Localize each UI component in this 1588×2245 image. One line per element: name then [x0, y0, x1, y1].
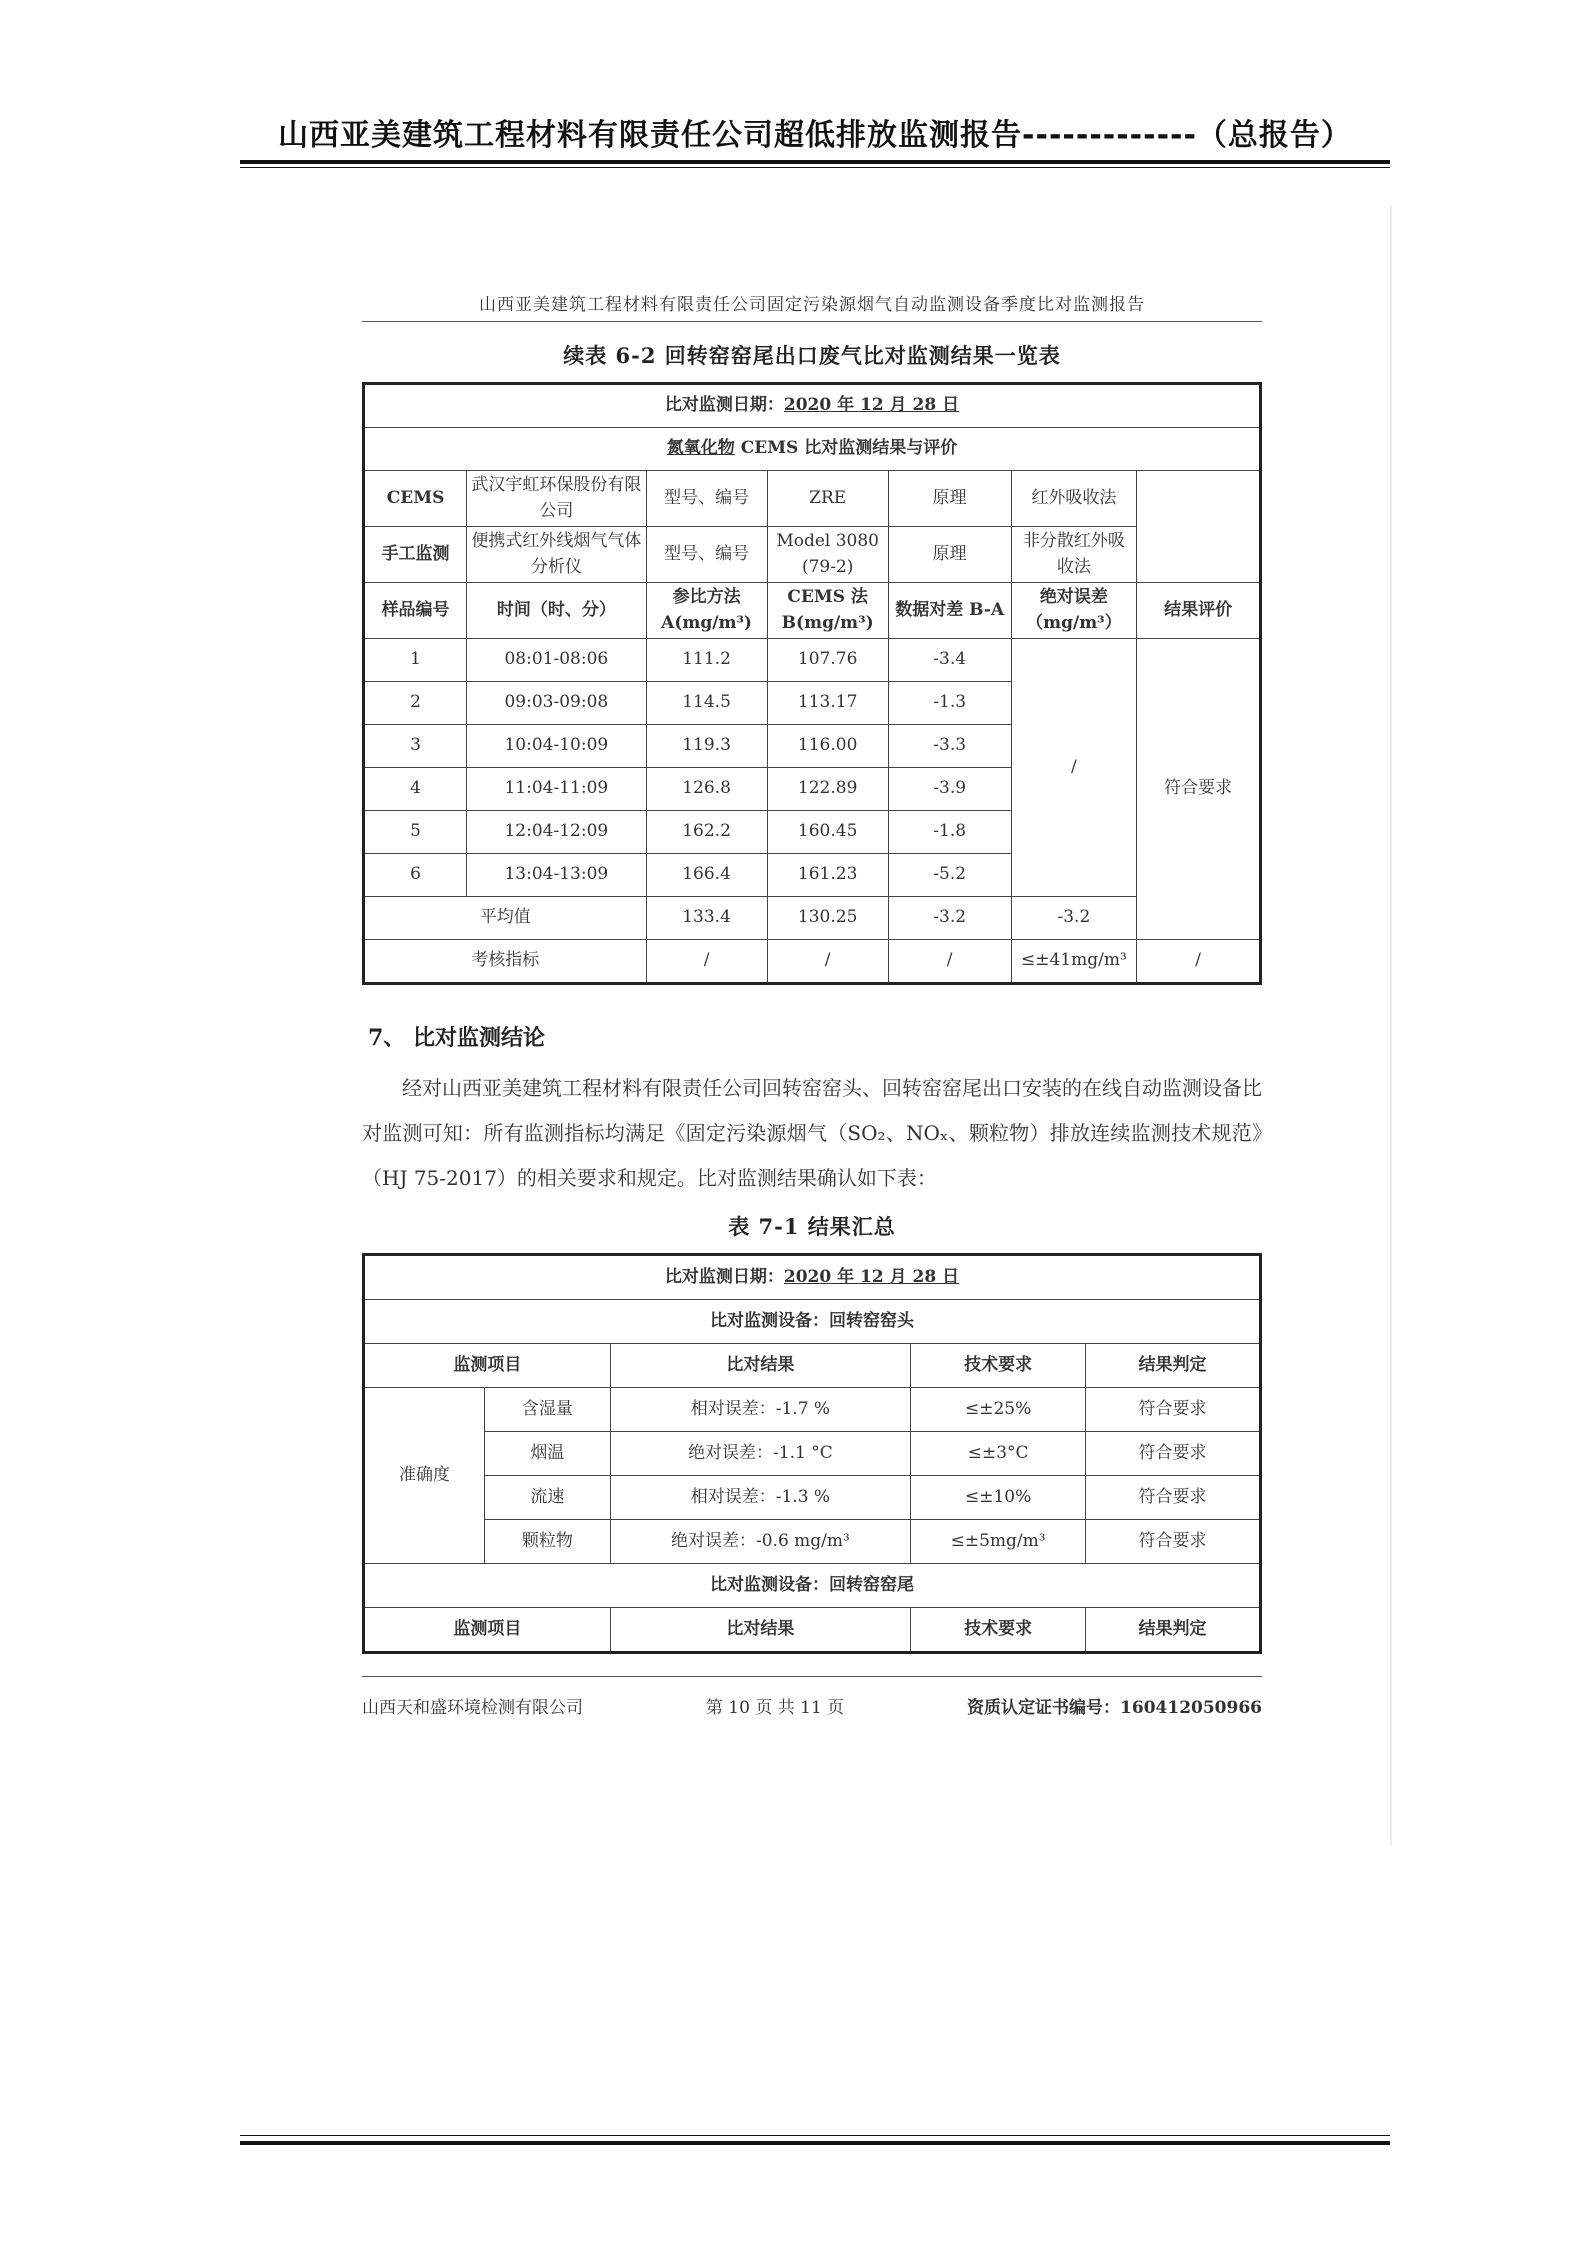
cems-info-row: CEMS 武汉宇虹环保股份有限公司 型号、编号 ZRE 原理 红外吸收法	[364, 471, 1261, 527]
col-time: 时间（时、分）	[467, 583, 646, 639]
scan-edge-line	[1390, 205, 1392, 1845]
table-row: 1 08:01-08:06 111.2 107.76 -3.4 / 符合要求	[364, 639, 1261, 682]
nox-comparison-table	[362, 382, 1262, 985]
col-diff: 数据对差 B-A	[888, 583, 1011, 639]
footer-company: 山西天和盛环境检测有限公司	[362, 1698, 583, 1718]
table-row: 流速 相对误差：-1.3 % ≤±10% 符合要求	[364, 1476, 1261, 1520]
col-cems: CEMS 法 B(mg/m³)	[767, 583, 888, 639]
title-rule-thin	[240, 167, 1390, 168]
table-row: 6 13:04-13:09 166.4 161.23 -5.2	[364, 854, 1261, 897]
inner-page-header: 山西亚美建筑工程材料有限责任公司固定污染源烟气自动监测设备季度比对监测报告	[362, 290, 1262, 322]
scanned-page	[362, 290, 1262, 1718]
table-row: 5 12:04-12:09 162.2 160.45 -1.8	[364, 811, 1261, 854]
table-row: 颗粒物 绝对误差：-0.6 mg/m³ ≤±5mg/m³ 符合要求	[364, 1520, 1261, 1564]
table2-caption: 表 7-1 结果汇总	[728, 1214, 896, 1239]
device-kiln-tail: 比对监测设备：回转窑窑尾	[364, 1564, 1261, 1608]
table1-header-row	[364, 583, 1261, 639]
footer-certificate: 资质认定证书编号：160412050966	[967, 1698, 1262, 1718]
bottom-rule-thin	[240, 2135, 1390, 2136]
table-row: 准确度 含湿量 相对误差：-1.7 % ≤±25% 符合要求	[364, 1388, 1261, 1432]
table-row: 2 09:03-09:08 114.5 113.17 -1.3	[364, 682, 1261, 725]
merged-abs-error: /	[1011, 639, 1137, 897]
result-summary-table	[362, 1253, 1262, 1654]
merged-result: 符合要求	[1137, 639, 1261, 940]
table2-header-row: 监测项目 比对结果 技术要求 结果判定	[364, 1344, 1261, 1388]
device-kiln-head: 比对监测设备：回转窑窑头	[364, 1300, 1261, 1344]
bottom-rule-thick	[240, 2141, 1390, 2145]
inner-page-footer	[362, 1676, 1262, 1718]
col-reference: 参比方法 A(mg/m³)	[646, 583, 767, 639]
table-row: 3 10:04-10:09 119.3 116.00 -3.3	[364, 725, 1261, 768]
table2-header-row-2: 监测项目 比对结果 技术要求 结果判定	[364, 1608, 1261, 1653]
table-row: 烟温 绝对误差：-1.1 °C ≤±3°C 符合要求	[364, 1432, 1261, 1476]
report-title: 山西亚美建筑工程材料有限责任公司超低排放监测报告-------------（总报告）	[278, 118, 1352, 153]
table1-date-cell: 比对监测日期：2020 年 12 月 28 日	[364, 384, 1261, 428]
check-index-row: 考核指标 / / / ≤±41mg/m³ /	[364, 940, 1261, 984]
table1-subject-cell: 氮氧化物 CEMS 比对监测结果与评价	[364, 428, 1261, 471]
average-row: 平均值 133.4 130.25 -3.2 -3.2	[364, 897, 1261, 940]
col-abs-error: 绝对误差（mg/m³）	[1011, 583, 1137, 639]
table2-date-cell: 比对监测日期：2020 年 12 月 28 日	[364, 1255, 1261, 1300]
col-sample-no: 样品编号	[364, 583, 467, 639]
accuracy-group-label: 准确度	[364, 1388, 485, 1564]
section-7-paragraph: 经对山西亚美建筑工程材料有限责任公司回转窑窑头、回转窑窑尾出口安装的在线自动监测设备比对监测可知：所有监测指标均满足《固定污染源烟气（SO₂、NOₓ、颗粒物）排放连续监测技术规范》（HJ 75-2017）的相关要求和规定。比对监测结果确认如下表：	[362, 1076, 1262, 1190]
manual-info-row: 手工监测 便携式红外线烟气气体分析仪 型号、编号 Model 3080 (79-2) 原理 非分散红外吸收法	[364, 527, 1261, 583]
table1-caption: 续表 6-2 回转窑窑尾出口废气比对监测结果一览表	[563, 343, 1061, 368]
footer-page-number: 第 10 页 共 11 页	[705, 1698, 845, 1718]
title-rule-thick	[240, 160, 1390, 164]
col-result: 结果评价	[1137, 583, 1261, 639]
section-7-heading: 7、 比对监测结论	[368, 1025, 545, 1051]
table-row: 4 11:04-11:09 126.8 122.89 -3.9	[364, 768, 1261, 811]
